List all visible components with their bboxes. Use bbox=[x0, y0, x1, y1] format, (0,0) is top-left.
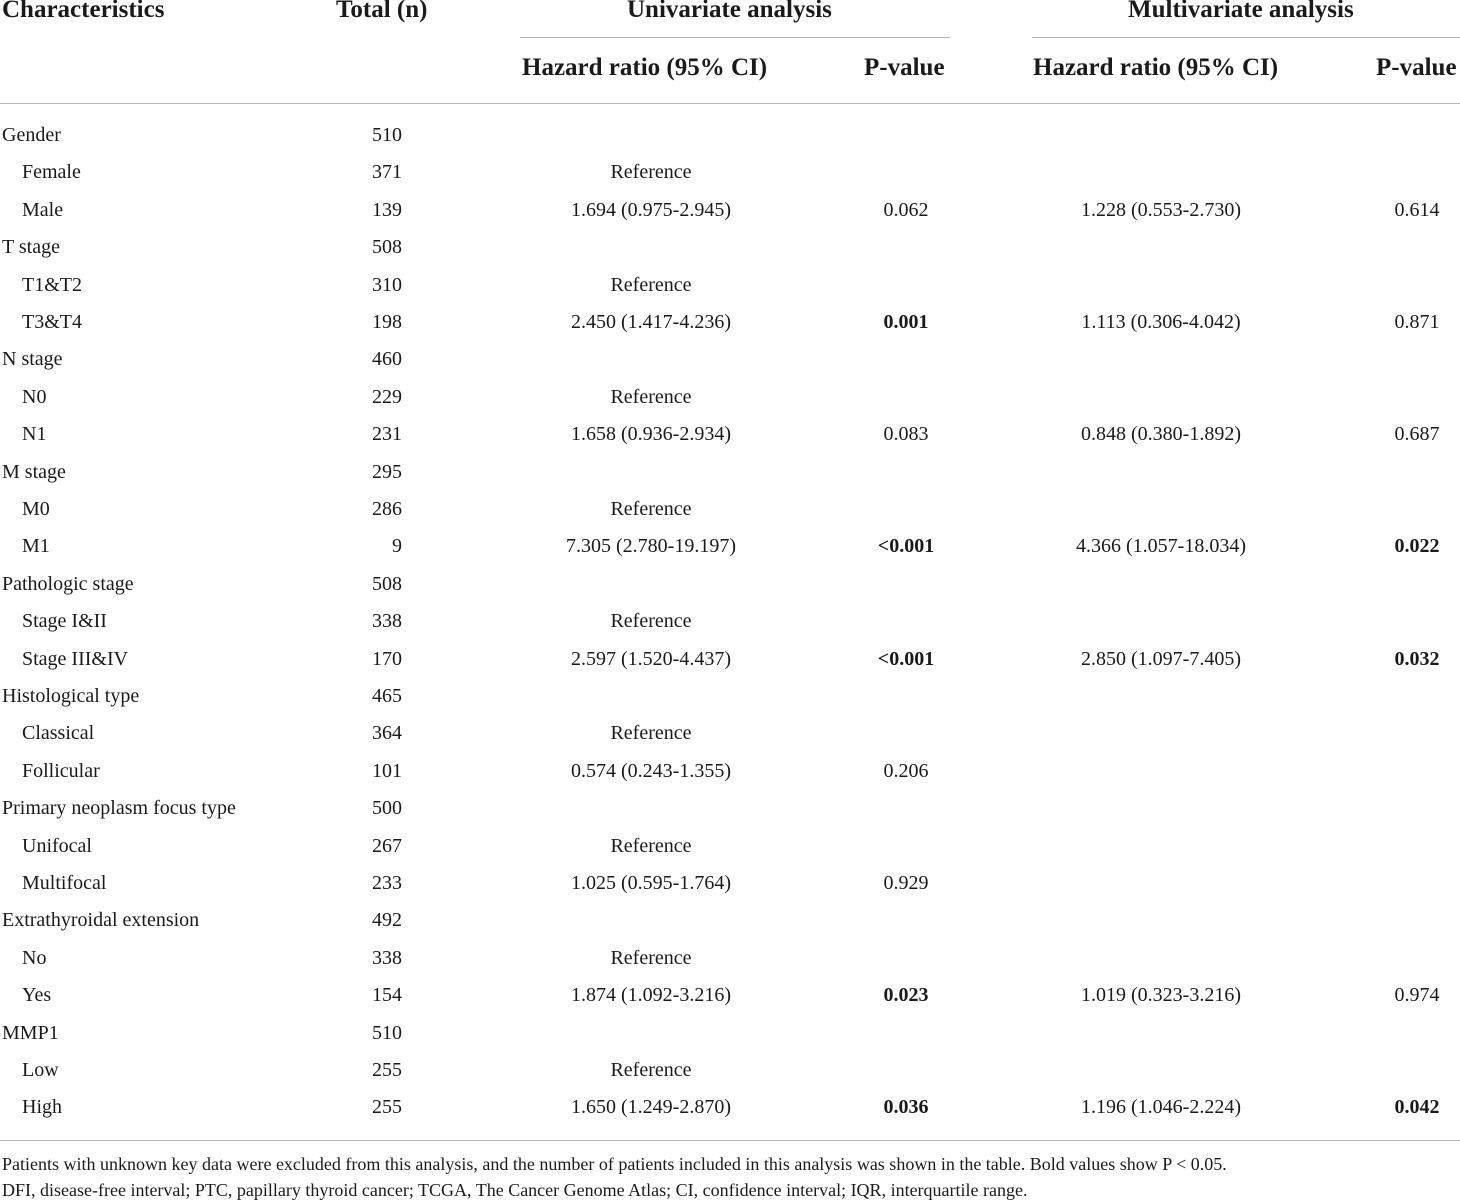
row-univariate-hazard-ratio: Reference bbox=[610, 834, 692, 857]
row-characteristic: Multifocal bbox=[22, 872, 107, 894]
table-row bbox=[0, 154, 1460, 191]
row-univariate-hazard-ratio: 1.694 (0.975-2.945) bbox=[571, 198, 731, 221]
row-multivariate-p-value: 0.614 bbox=[1394, 198, 1440, 221]
table-row bbox=[0, 566, 1460, 603]
header-total: Total (n) bbox=[336, 0, 428, 23]
row-total: 338 bbox=[372, 610, 402, 633]
row-multivariate-hazard-ratio: 2.850 (1.097-7.405) bbox=[1081, 647, 1241, 670]
row-characteristic: T1&T2 bbox=[22, 273, 82, 296]
header-bottom-rule bbox=[0, 103, 1460, 104]
row-total: 460 bbox=[372, 348, 402, 371]
table-row bbox=[0, 790, 1460, 827]
table-row bbox=[0, 715, 1460, 752]
row-total: 101 bbox=[372, 759, 402, 782]
row-characteristic: Unifocal bbox=[22, 834, 92, 857]
row-univariate-hazard-ratio: 1.650 (1.249-2.870) bbox=[571, 1096, 731, 1119]
row-total: 233 bbox=[372, 872, 402, 894]
row-total: 500 bbox=[372, 797, 402, 820]
footnote-line-1: Patients with unknown key data were excluded from this analysis, and the number of patients included in this analysis was shown in the table. Bold values show P < 0.05. bbox=[2, 1154, 1227, 1174]
row-characteristic: N0 bbox=[22, 385, 47, 408]
row-total: 198 bbox=[372, 311, 402, 333]
table-row bbox=[0, 192, 1460, 229]
row-multivariate-p-value: 0.032 bbox=[1394, 647, 1440, 670]
row-total: 231 bbox=[372, 423, 402, 446]
row-univariate-hazard-ratio: 1.874 (1.092-3.216) bbox=[571, 984, 731, 1007]
row-univariate-hazard-ratio: 7.305 (2.780-19.197) bbox=[566, 535, 736, 558]
row-characteristic: Pathologic stage bbox=[2, 572, 134, 595]
row-multivariate-hazard-ratio: 4.366 (1.057-18.034) bbox=[1076, 535, 1246, 558]
row-total: 510 bbox=[372, 124, 402, 146]
table-row bbox=[0, 229, 1460, 266]
row-characteristic: Stage I&II bbox=[22, 610, 107, 633]
row-total: 170 bbox=[372, 647, 402, 670]
row-total: 295 bbox=[372, 460, 402, 483]
row-characteristic: Yes bbox=[22, 984, 52, 1007]
row-characteristic: M stage bbox=[2, 460, 66, 483]
row-characteristic: Stage III&IV bbox=[22, 647, 129, 670]
table-row bbox=[0, 1052, 1460, 1089]
row-characteristic: Gender bbox=[2, 124, 61, 146]
row-total: 255 bbox=[372, 1096, 402, 1119]
row-univariate-hazard-ratio: 1.658 (0.936-2.934) bbox=[571, 423, 731, 446]
row-characteristic: Extrathyroidal extension bbox=[2, 909, 200, 932]
row-univariate-p-value: <0.001 bbox=[877, 535, 935, 558]
table-bottom-rule bbox=[0, 1140, 1460, 1141]
row-multivariate-hazard-ratio: 0.848 (0.380-1.892) bbox=[1081, 423, 1241, 446]
row-total: 510 bbox=[372, 1021, 402, 1044]
row-characteristic: Female bbox=[22, 161, 81, 184]
row-total: 9 bbox=[392, 535, 402, 558]
table-row bbox=[0, 117, 1460, 154]
row-total: 286 bbox=[372, 498, 402, 520]
row-total: 492 bbox=[372, 909, 402, 932]
row-univariate-p-value: 0.206 bbox=[883, 759, 929, 782]
row-characteristic: M0 bbox=[22, 498, 50, 520]
row-univariate-hazard-ratio: 2.597 (1.520-4.437) bbox=[571, 647, 731, 670]
row-characteristic: Low bbox=[22, 1059, 59, 1081]
table-row bbox=[0, 528, 1460, 565]
row-univariate-p-value: 0.083 bbox=[883, 423, 929, 446]
row-total: 255 bbox=[372, 1059, 402, 1081]
row-characteristic: Primary neoplasm focus type bbox=[2, 797, 236, 820]
row-univariate-p-value: 0.023 bbox=[883, 984, 929, 1007]
row-univariate-p-value: 0.929 bbox=[883, 872, 929, 894]
row-characteristic: M1 bbox=[22, 535, 50, 558]
row-total: 508 bbox=[372, 236, 402, 259]
row-characteristic: High bbox=[22, 1096, 62, 1119]
header-univariate-hazard-ratio: Hazard ratio (95% CI) bbox=[522, 54, 768, 81]
row-total: 508 bbox=[372, 572, 402, 595]
row-total: 364 bbox=[372, 722, 402, 745]
row-univariate-hazard-ratio: Reference bbox=[610, 610, 692, 633]
row-univariate-p-value: 0.062 bbox=[883, 198, 929, 221]
table-row bbox=[0, 267, 1460, 304]
row-characteristic: MMP1 bbox=[2, 1021, 59, 1044]
row-multivariate-p-value: 0.871 bbox=[1394, 311, 1440, 333]
row-univariate-p-value: <0.001 bbox=[877, 647, 935, 670]
row-total: 154 bbox=[372, 984, 402, 1007]
row-univariate-hazard-ratio: 1.025 (0.595-1.764) bbox=[571, 872, 731, 894]
row-characteristic: T stage bbox=[2, 236, 60, 259]
table-row bbox=[0, 865, 1460, 902]
univariate-span-line bbox=[520, 37, 950, 38]
row-univariate-hazard-ratio: Reference bbox=[610, 946, 692, 969]
row-multivariate-p-value: 0.022 bbox=[1394, 535, 1440, 558]
row-univariate-hazard-ratio: Reference bbox=[610, 1059, 692, 1081]
table-row bbox=[0, 454, 1460, 491]
row-multivariate-hazard-ratio: 1.228 (0.553-2.730) bbox=[1081, 198, 1241, 221]
row-multivariate-p-value: 0.687 bbox=[1394, 423, 1440, 446]
row-characteristic: Histological type bbox=[2, 685, 140, 707]
row-total: 139 bbox=[372, 198, 402, 221]
table-row bbox=[0, 1015, 1460, 1052]
table-row bbox=[0, 304, 1460, 341]
row-total: 465 bbox=[372, 685, 402, 707]
header-characteristics: Characteristics bbox=[2, 0, 165, 23]
table-row bbox=[0, 379, 1460, 416]
row-univariate-hazard-ratio: 0.574 (0.243-1.355) bbox=[571, 759, 731, 782]
row-characteristic: T3&T4 bbox=[22, 311, 82, 333]
row-total: 229 bbox=[372, 385, 402, 408]
table-row bbox=[0, 678, 1460, 715]
table-row bbox=[0, 828, 1460, 865]
table-row bbox=[0, 902, 1460, 939]
row-multivariate-p-value: 0.974 bbox=[1394, 984, 1440, 1007]
row-total: 338 bbox=[372, 946, 402, 969]
header-multivariate-p-value: P-value bbox=[1376, 54, 1457, 81]
table-row bbox=[0, 940, 1460, 977]
row-multivariate-p-value: 0.042 bbox=[1394, 1096, 1440, 1119]
row-characteristic: Male bbox=[22, 198, 64, 221]
header-univariate: Univariate analysis bbox=[627, 0, 832, 23]
header-univariate-p-value: P-value bbox=[864, 54, 945, 81]
row-characteristic: Follicular bbox=[22, 759, 100, 782]
table-row bbox=[0, 1089, 1460, 1126]
row-univariate-hazard-ratio: Reference bbox=[610, 161, 692, 184]
table-row bbox=[0, 491, 1460, 528]
row-characteristic: N1 bbox=[22, 423, 47, 446]
row-characteristic: No bbox=[22, 946, 47, 969]
table-row bbox=[0, 416, 1460, 453]
row-univariate-hazard-ratio: Reference bbox=[610, 385, 692, 408]
row-multivariate-hazard-ratio: 1.113 (0.306-4.042) bbox=[1081, 311, 1241, 333]
table-row bbox=[0, 341, 1460, 378]
row-univariate-p-value: 0.001 bbox=[883, 311, 929, 333]
table-row bbox=[0, 603, 1460, 640]
multivariate-span-line bbox=[1032, 37, 1460, 38]
row-total: 371 bbox=[372, 161, 402, 184]
header-multivariate: Multivariate analysis bbox=[1128, 0, 1354, 23]
row-univariate-hazard-ratio: Reference bbox=[610, 273, 692, 296]
row-total: 267 bbox=[372, 834, 402, 857]
row-multivariate-hazard-ratio: 1.019 (0.323-3.216) bbox=[1081, 984, 1241, 1007]
row-univariate-hazard-ratio: 2.450 (1.417-4.236) bbox=[571, 311, 731, 333]
row-characteristic: N stage bbox=[2, 348, 63, 371]
table-row bbox=[0, 641, 1460, 678]
row-characteristic: Classical bbox=[22, 722, 95, 745]
row-multivariate-hazard-ratio: 1.196 (1.046-2.224) bbox=[1081, 1096, 1241, 1119]
header-multivariate-hazard-ratio: Hazard ratio (95% CI) bbox=[1033, 54, 1279, 81]
row-univariate-hazard-ratio: Reference bbox=[610, 498, 692, 520]
row-univariate-p-value: 0.036 bbox=[883, 1096, 929, 1119]
footnote-line-2: DFI, disease-free interval; PTC, papillary thyroid cancer; TCGA, The Cancer Genome Atlas; CI, confidence interval; IQR, interquartile range. bbox=[2, 1180, 1028, 1200]
row-total: 310 bbox=[372, 273, 402, 296]
table-row bbox=[0, 753, 1460, 790]
row-univariate-hazard-ratio: Reference bbox=[610, 722, 692, 745]
table-row bbox=[0, 977, 1460, 1014]
